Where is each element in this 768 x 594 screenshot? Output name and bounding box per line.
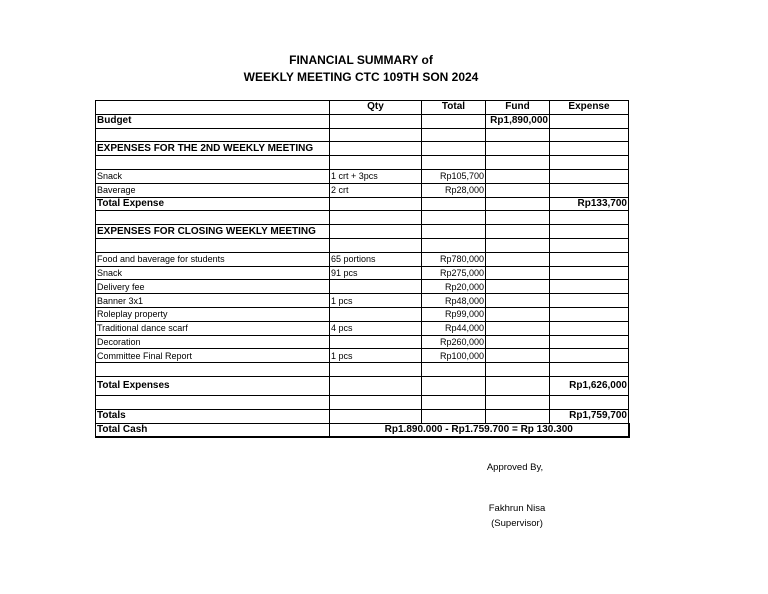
item-name: Decoration bbox=[96, 335, 330, 349]
item-total: Rp20,000 bbox=[422, 280, 486, 294]
spacer-row bbox=[96, 211, 629, 225]
document-title-line-1: FINANCIAL SUMMARY of bbox=[289, 53, 433, 67]
total-expenses-row bbox=[96, 376, 629, 395]
spacer-row bbox=[96, 363, 629, 377]
item-qty: 1 pcs bbox=[330, 294, 422, 308]
section-heading-row bbox=[96, 225, 629, 239]
item-name: Roleplay property bbox=[96, 307, 330, 321]
table-row bbox=[96, 280, 629, 294]
signatory-role: (Supervisor) bbox=[491, 518, 543, 529]
header-total: Total bbox=[422, 101, 486, 115]
table-row bbox=[96, 183, 629, 197]
item-total: Rp275,000 bbox=[422, 266, 486, 280]
item-total: Rp780,000 bbox=[422, 252, 486, 266]
item-name: Committee Final Report bbox=[96, 349, 330, 363]
item-total: Rp100,000 bbox=[422, 349, 486, 363]
document-title-line-2: WEEKLY MEETING CTC 109TH SON 2024 bbox=[243, 70, 479, 84]
item-total: Rp260,000 bbox=[422, 335, 486, 349]
table-row bbox=[96, 349, 629, 363]
total-cash-value: Rp1.890.000 - Rp1.759.700 = Rp 130.300 bbox=[330, 423, 629, 437]
spacer-row bbox=[96, 395, 629, 409]
financial-summary-table bbox=[95, 100, 630, 438]
section-heading-row bbox=[96, 142, 629, 156]
spacer-row bbox=[96, 238, 629, 252]
item-qty bbox=[330, 335, 422, 349]
item-qty: 1 pcs bbox=[330, 349, 422, 363]
item-qty: 4 pcs bbox=[330, 321, 422, 335]
item-qty: 91 pcs bbox=[330, 266, 422, 280]
table-row bbox=[96, 266, 629, 280]
header-item bbox=[96, 101, 330, 115]
total-expenses-value: Rp1,626,000 bbox=[550, 376, 629, 395]
item-qty bbox=[330, 280, 422, 294]
item-qty: 2 crt bbox=[330, 183, 422, 197]
budget-row bbox=[96, 114, 629, 128]
spacer-row bbox=[96, 156, 629, 170]
header-expense: Expense bbox=[550, 101, 629, 115]
table-row bbox=[96, 294, 629, 308]
item-qty: 1 crt + 3pcs bbox=[330, 169, 422, 183]
signatory-name: Fakhrun Nisa bbox=[488, 503, 546, 514]
table-header-row bbox=[96, 101, 629, 115]
totals-value: Rp1,759,700 bbox=[550, 409, 629, 423]
total-expense-value: Rp133,700 bbox=[550, 197, 629, 211]
item-name: Baverage bbox=[96, 183, 330, 197]
approved-by-label: Approved By, bbox=[486, 462, 544, 473]
item-total: Rp105,700 bbox=[422, 169, 486, 183]
totals-row bbox=[96, 409, 629, 423]
table-row bbox=[96, 252, 629, 266]
item-name: Delivery fee bbox=[96, 280, 330, 294]
header-qty: Qty bbox=[330, 101, 422, 115]
total-cash-row bbox=[96, 423, 629, 437]
section-closing-heading: EXPENSES FOR CLOSING WEEKLY MEETING bbox=[96, 225, 330, 239]
item-total: Rp48,000 bbox=[422, 294, 486, 308]
table-row bbox=[96, 169, 629, 183]
budget-label: Budget bbox=[96, 114, 330, 128]
item-total: Rp28,000 bbox=[422, 183, 486, 197]
table-row bbox=[96, 335, 629, 349]
section-2nd-meeting-heading: EXPENSES FOR THE 2ND WEEKLY MEETING bbox=[96, 142, 330, 156]
table-row bbox=[96, 307, 629, 321]
total-expenses-label: Total Expenses bbox=[96, 376, 330, 395]
totals-label: Totals bbox=[96, 409, 330, 423]
spacer-row bbox=[96, 128, 629, 142]
item-qty: 65 portions bbox=[330, 252, 422, 266]
header-fund: Fund bbox=[486, 101, 550, 115]
item-total: Rp44,000 bbox=[422, 321, 486, 335]
item-name: Food and baverage for students bbox=[96, 252, 330, 266]
total-expense-row bbox=[96, 197, 629, 211]
item-qty bbox=[330, 307, 422, 321]
item-total: Rp99,000 bbox=[422, 307, 486, 321]
total-cash-label: Total Cash bbox=[96, 423, 330, 437]
item-name: Snack bbox=[96, 266, 330, 280]
item-name: Snack bbox=[96, 169, 330, 183]
item-name: Traditional dance scarf bbox=[96, 321, 330, 335]
table-row bbox=[96, 321, 629, 335]
total-expense-label: Total Expense bbox=[96, 197, 330, 211]
budget-fund: Rp1,890,000 bbox=[486, 114, 550, 128]
item-name: Banner 3x1 bbox=[96, 294, 330, 308]
